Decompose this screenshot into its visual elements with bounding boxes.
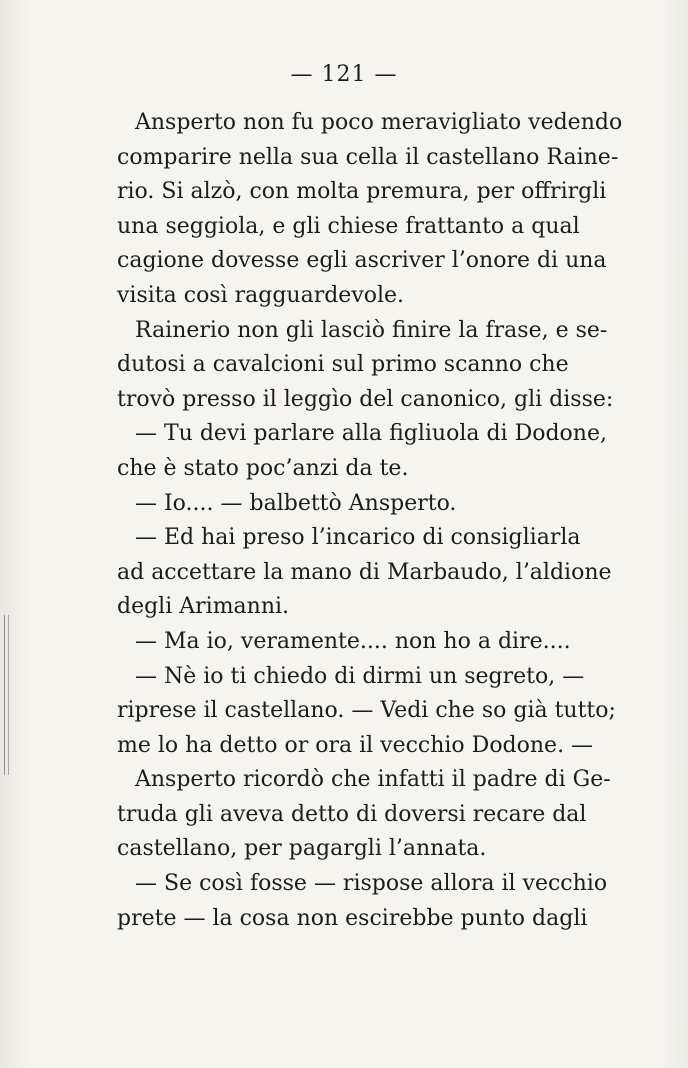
page-edge-shadow xyxy=(4,615,9,775)
paragraph xyxy=(117,660,616,764)
text-line: — Ed hai preso l’incarico di consigliarla xyxy=(135,525,581,551)
paragraph xyxy=(117,867,608,936)
paragraph xyxy=(117,314,614,418)
text-line: Ansperto ricordò che infatti il padre di Ge- xyxy=(135,767,611,793)
text-line: dutosi a cavalcioni sul primo scanno che xyxy=(117,352,569,378)
text-line: — Nè io ti chiedo di dirmi un segreto, — xyxy=(135,663,585,689)
paragraph xyxy=(117,521,612,625)
text-line: prete — la cosa non escirebbe punto dagli xyxy=(117,905,588,931)
text-line: trovò presso il leggìo del canonico, gli disse: xyxy=(117,386,614,412)
paragraph xyxy=(117,763,611,867)
text-line: Ansperto non fu poco meravigliato vedendo xyxy=(135,110,623,135)
text-line: ad accettare la mano di Marbaudo, l’aldione xyxy=(117,559,612,585)
text-line: che è stato poc’anzi da te. xyxy=(117,455,409,481)
text-line: comparire nella sua cella il castellano Raine- xyxy=(117,144,619,170)
text-line: me lo ha detto or ora il vecchio Dodone. — xyxy=(117,732,594,758)
text-line: — Io.... — balbettò Ansperto. xyxy=(135,490,457,516)
text-line: — Se così fosse — rispose allora il vecchio xyxy=(135,871,608,897)
text-line: una seggiola, e gli chiese frattanto a qual xyxy=(117,213,580,239)
paragraph xyxy=(117,487,561,522)
text-line: truda gli aveva detto di doversi recare dal xyxy=(117,801,587,827)
page-body-text xyxy=(117,106,623,936)
paragraph xyxy=(117,625,571,660)
text-line: Rainerio non gli lasciò finire la frase, e se- xyxy=(135,317,608,343)
text-line: degli Arimanni. xyxy=(117,594,290,620)
text-line: riprese il castellano. — Vedi che so già tutto; xyxy=(117,698,616,724)
text-line: visita così ragguardevole. xyxy=(117,282,405,308)
paragraph xyxy=(117,417,607,486)
page-number: — 121 — xyxy=(290,62,398,87)
text-line: castellano, per pagargli l’annata. xyxy=(117,836,487,862)
text-line: rio. Si alzò, con molta premura, per offrirgli xyxy=(117,179,607,205)
text-line: — Ma io, veramente.... non ho a dire.... xyxy=(135,628,571,654)
text-line: cagione dovesse egli ascriver l’onore di una xyxy=(117,248,607,274)
paragraph xyxy=(117,106,623,314)
text-line: — Tu devi parlare alla figliuola di Dodone, xyxy=(135,421,607,447)
